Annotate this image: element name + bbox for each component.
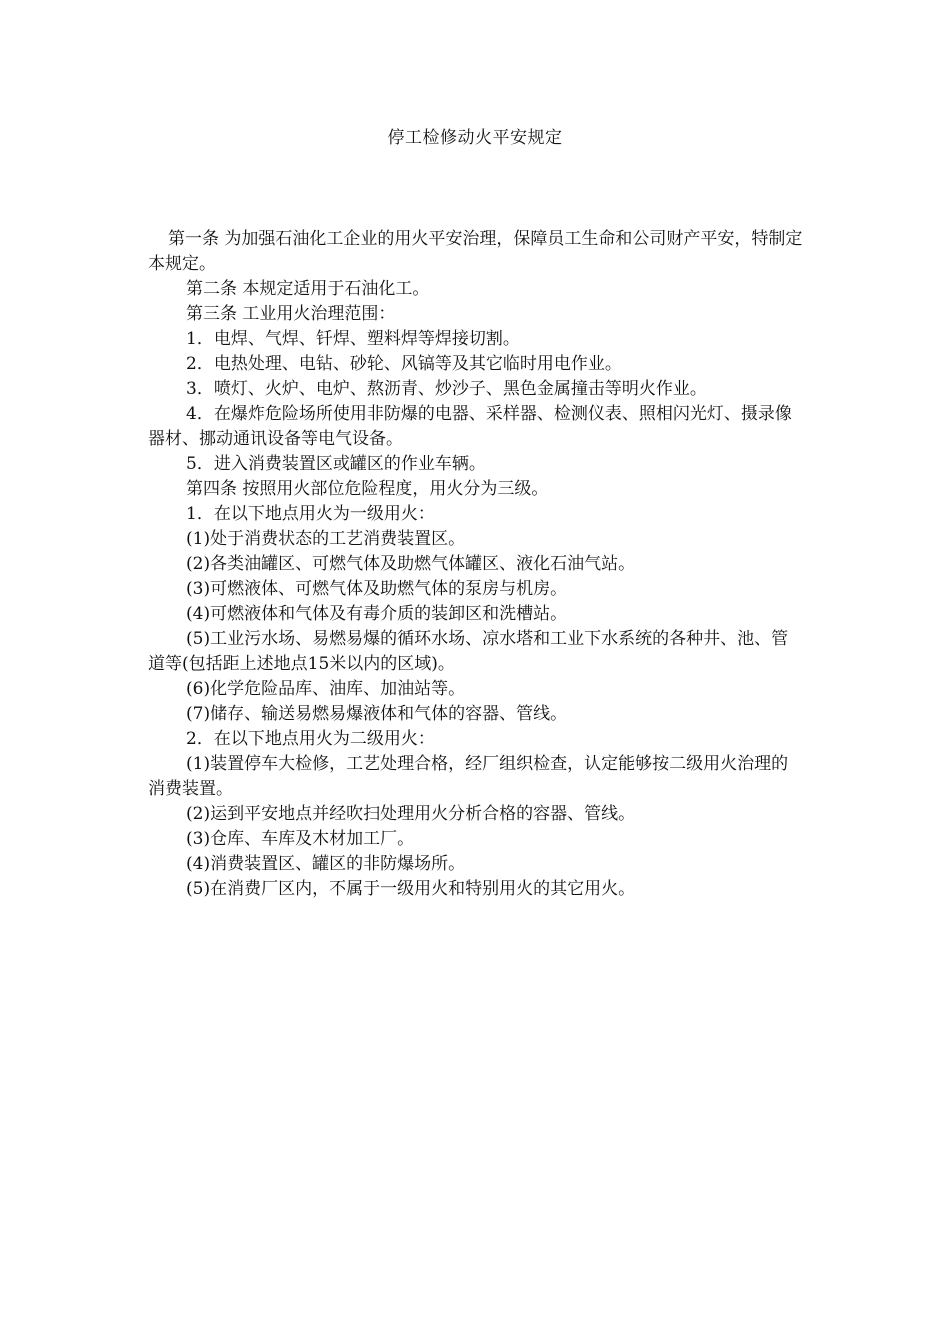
paragraph-article-2: 第二条 本规定适用于石油化工。 — [186, 279, 430, 299]
list-item: 1．在以下地点用火为一级用火： — [186, 504, 435, 524]
list-item: (2)运到平安地点并经吹扫处理用火分析合格的容器、管线。 — [186, 804, 636, 824]
list-item: (4)可燃液体和气体及有毒介质的装卸区和洗槽站。 — [186, 604, 568, 624]
list-item: 4．在爆炸危险场所使用非防爆的电器、采样器、检测仪表、照相闪光灯、摄录像器材、挪动通讯设备等电气设备。 — [148, 404, 792, 449]
list-item: (5)工业污水场、易燃易爆的循环水场、凉水塔和工业下水系统的各种井、池、管道等(包括距上述地点15米以内的区域)。 — [148, 629, 789, 674]
list-item: (5)在消费厂区内，不属于一级用火和特别用火的其它用火。 — [186, 879, 636, 899]
document-body — [148, 227, 804, 902]
list-item: 1．电焊、气焊、钎焊、塑料焊等焊接切割。 — [186, 329, 520, 349]
list-item: (1)装置停车大检修，工艺处理合格，经厂组织检查，认定能够按二级用火治理的消费装置。 — [148, 754, 789, 799]
paragraph-article-3: 第三条 工业用火治理范围： — [186, 304, 396, 324]
list-item: (2)各类油罐区、可燃气体及助燃气体罐区、液化石油气站。 — [186, 554, 636, 574]
list-item: 5．进入消费装置区或罐区的作业车辆。 — [186, 454, 486, 474]
paragraph-article-4: 第四条 按照用火部位危险程度，用火分为三级。 — [186, 479, 549, 499]
list-item: (7)储存、输送易燃易爆液体和气体的容器、管线。 — [186, 704, 568, 724]
list-item: (6)化学危险品库、油库、加油站等。 — [186, 679, 466, 699]
list-item: (4)消费装置区、罐区的非防爆场所。 — [186, 854, 466, 874]
list-item: (1)处于消费状态的工艺消费装置区。 — [186, 529, 466, 549]
paragraph-article-1: 第一条 为加强石油化工企业的用火平安治理，保障员工生命和公司财产平安，特制定本规定。 — [148, 229, 803, 274]
document-title: 停工检修动火平安规定 — [387, 128, 563, 148]
list-item: 3．喷灯、火炉、电炉、熬沥青、炒沙子、黑色金属撞击等明火作业。 — [186, 379, 707, 399]
list-item: 2．电热处理、电钻、砂轮、风镐等及其它临时用电作业。 — [186, 354, 622, 374]
list-item: (3)仓库、车库及木材加工厂。 — [186, 829, 415, 849]
list-item: (3)可燃液体、可燃气体及助燃气体的泵房与机房。 — [186, 579, 568, 599]
list-item: 2．在以下地点用火为二级用火： — [186, 729, 435, 749]
